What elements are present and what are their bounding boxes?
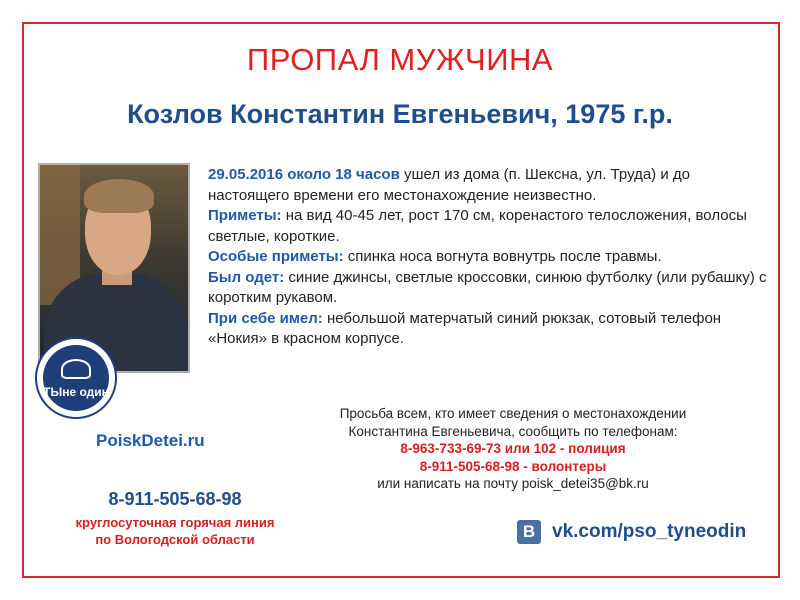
volunteers-phone[interactable]: 8-911-505-68-98 - волонтеры xyxy=(419,458,607,474)
site-link[interactable]: PoiskDetei.ru xyxy=(96,431,205,450)
contact-request xyxy=(298,405,728,493)
request-line-2: Константина Евгеньевича, сообщить по телефонам: xyxy=(348,423,678,439)
description-features: Приметы: на вид 40-45 лет, рост 170 см, коренастого телосложения, волосы светлые, короткие. xyxy=(208,207,747,245)
description-date: 29.05.2016 около 18 часов ушел из дома (п. Шексна, ул. Труда) и до настоящего времени его местонахождение неизвестно. xyxy=(208,166,690,204)
description-clothing: Был одет: синие джинсы, светлые кроссовки, синюю футболку (или рубашку) с коротким рукавом. xyxy=(208,268,767,306)
vk-icon: В xyxy=(517,520,541,544)
description-belongings: При себе имел: небольшой матерчатый синий рюкзак, сотовый телефон «Нокия» в красном корпусе. xyxy=(208,309,722,347)
poster-title: ПРОПАЛ МУЖЧИНА xyxy=(246,42,554,77)
missing-person-name: Козлов Константин Евгеньевич, 1975 г.р. xyxy=(127,99,673,129)
emblem-logo xyxy=(35,337,117,419)
hotline-caption: круглосуточная горячая линия по Вологодской области xyxy=(75,515,275,547)
emblem-text: ТЫне один xyxy=(43,385,109,399)
email-line[interactable]: или написать на почту poisk_detei35@bk.ru xyxy=(377,476,649,491)
request-line-1: Просьба всем, кто имеет сведения о местонахождении xyxy=(339,406,687,421)
vk-link[interactable]: vk.com/pso_tyneodin xyxy=(552,521,747,542)
description-special-features: Особые приметы: спинка носа вогнута вовнутрь после травмы. xyxy=(208,248,662,265)
hotline-phone[interactable]: 8-911-505-68-98 xyxy=(108,489,242,509)
police-phone[interactable]: 8-963-733-69-73 или 102 - полиция xyxy=(400,441,626,456)
description-block xyxy=(208,165,768,350)
hand-icon xyxy=(61,359,91,379)
